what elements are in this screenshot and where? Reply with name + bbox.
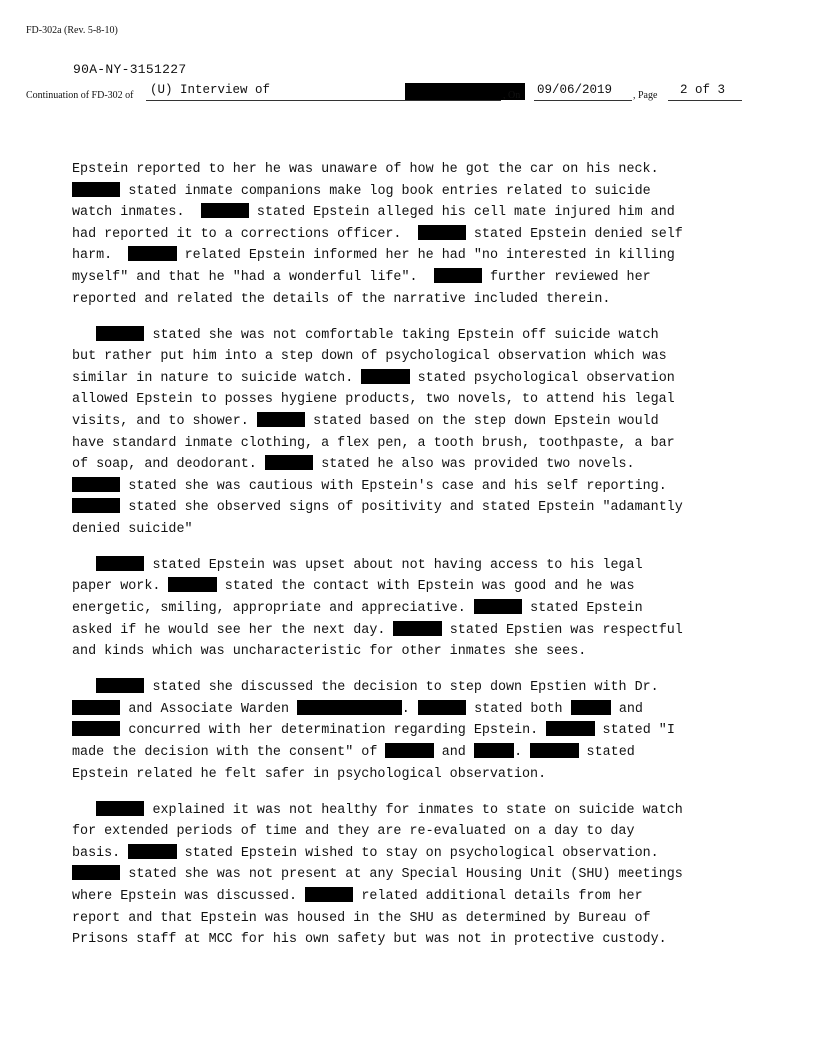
text-line bbox=[72, 598, 752, 620]
text-segment: made the decision with the consent" of bbox=[72, 745, 386, 761]
text-segment: for extended periods of time and they are re-evaluated on a day to day bbox=[72, 824, 635, 840]
text-line bbox=[72, 389, 752, 411]
text-line bbox=[72, 821, 752, 843]
text-line bbox=[72, 929, 752, 951]
text-segment: stated the contact with Epstein was good and he was bbox=[216, 579, 635, 595]
redaction-block bbox=[128, 844, 176, 859]
text-line bbox=[72, 843, 752, 865]
text-segment: . bbox=[401, 701, 418, 717]
text-line bbox=[72, 677, 752, 699]
redaction-block bbox=[393, 621, 441, 636]
narrative-body bbox=[72, 159, 752, 951]
text-segment: stated based on the step down Epstein would bbox=[305, 413, 659, 429]
text-line bbox=[72, 325, 752, 347]
text-segment: stated she was not present at any Special Housing Unit (SHU) meetings bbox=[120, 867, 683, 883]
redaction-block bbox=[385, 743, 433, 758]
text-segment: report and that Epstein was housed in the SHU as determined by Bureau of bbox=[72, 910, 651, 926]
text-segment: reported and related the details of the narrative included therein. bbox=[72, 291, 611, 307]
text-segment: harm. bbox=[72, 248, 129, 264]
redaction-block bbox=[72, 182, 120, 197]
text-segment: visits, and to shower. bbox=[72, 413, 257, 429]
text-line bbox=[72, 433, 752, 455]
redaction-block bbox=[474, 599, 522, 614]
text-line bbox=[72, 800, 752, 822]
text-line bbox=[72, 519, 752, 541]
text-segment: concurred with her determination regarding Epstein. bbox=[120, 723, 547, 739]
text-line bbox=[72, 908, 752, 930]
text-line bbox=[72, 720, 752, 742]
text-segment bbox=[72, 558, 96, 573]
redaction-block bbox=[418, 700, 466, 715]
text-line bbox=[72, 699, 752, 721]
text-segment: and bbox=[610, 701, 643, 717]
text-segment: Epstein related he felt safer in psychological observation. bbox=[72, 766, 547, 782]
text-segment: explained it was not healthy for inmates to state on suicide watch bbox=[144, 802, 683, 818]
text-segment: basis. bbox=[72, 845, 129, 861]
text-segment: myself" and that he "had a wonderful life". bbox=[72, 269, 434, 285]
redaction-block bbox=[305, 887, 353, 902]
text-segment: related Epstein informed her he had "no interested in killing bbox=[176, 248, 675, 264]
text-segment bbox=[72, 803, 96, 818]
text-segment: stated she was not comfortable taking Epstein off suicide watch bbox=[144, 327, 659, 343]
text-segment: stated Epstein bbox=[522, 601, 643, 617]
text-segment: stated Epstien was respectful bbox=[441, 622, 683, 638]
redaction-block bbox=[297, 700, 402, 715]
paragraph bbox=[72, 800, 752, 951]
text-line bbox=[72, 764, 752, 786]
redaction-block bbox=[201, 203, 249, 218]
redaction-block bbox=[546, 721, 594, 736]
paragraph bbox=[72, 159, 752, 310]
redaction-block bbox=[418, 225, 466, 240]
page-label: , Page bbox=[633, 90, 658, 101]
text-segment: stated "I bbox=[594, 723, 675, 739]
redaction-block bbox=[96, 326, 144, 341]
text-segment: related additional details from her bbox=[353, 888, 643, 904]
text-line bbox=[72, 245, 752, 267]
text-segment: denied suicide" bbox=[72, 521, 193, 537]
text-segment bbox=[72, 328, 96, 343]
subject-text: (U) Interview of bbox=[150, 83, 271, 97]
text-segment: allowed Epstein to posses hygiene products, two novels, to attend his legal bbox=[72, 392, 675, 408]
text-segment: paper work. bbox=[72, 579, 169, 595]
text-line bbox=[72, 620, 752, 642]
text-segment: and bbox=[433, 745, 474, 761]
text-segment: stated he also was provided two novels. bbox=[313, 457, 635, 473]
text-line bbox=[72, 181, 752, 203]
continuation-header bbox=[26, 82, 746, 102]
text-segment: and kinds which was uncharacteristic for other inmates she sees. bbox=[72, 644, 587, 660]
text-segment: . bbox=[514, 745, 531, 761]
page-field bbox=[668, 82, 742, 101]
text-line bbox=[72, 411, 752, 433]
redaction-block bbox=[530, 743, 578, 758]
text-segment: further reviewed her bbox=[481, 269, 651, 285]
continuation-label: Continuation of FD-302 of bbox=[26, 90, 134, 101]
paragraph bbox=[72, 677, 752, 785]
redaction-block bbox=[96, 556, 144, 571]
paragraph bbox=[72, 555, 752, 663]
text-segment: stated she was cautious with Epstein's case and his self reporting. bbox=[120, 478, 667, 494]
text-segment: stated Epstein denied self bbox=[465, 226, 683, 242]
text-segment: watch inmates. bbox=[72, 205, 201, 221]
text-segment: of soap, and deodorant. bbox=[72, 457, 265, 473]
redaction-block bbox=[474, 743, 514, 758]
text-segment: but rather put him into a step down of psychological observation which was bbox=[72, 349, 667, 365]
text-line bbox=[72, 202, 752, 224]
page-text: 2 of 3 bbox=[680, 83, 726, 97]
subject-field bbox=[146, 82, 501, 101]
text-segment: Prisons staff at MCC for his own safety but was not in protective custody. bbox=[72, 932, 667, 948]
text-segment: stated she discussed the decision to step down Epstien with Dr. bbox=[144, 680, 659, 696]
redaction-block bbox=[72, 477, 120, 492]
text-segment: stated Epstein was upset about not having access to his legal bbox=[144, 557, 643, 573]
redaction-block bbox=[72, 700, 120, 715]
redaction-block bbox=[257, 412, 305, 427]
text-segment: had reported it to a corrections officer. bbox=[72, 226, 418, 242]
text-line bbox=[72, 555, 752, 577]
text-line bbox=[72, 159, 752, 181]
text-segment: stated psychological observation bbox=[409, 370, 675, 386]
redaction-block bbox=[168, 577, 216, 592]
redaction-block bbox=[96, 678, 144, 693]
redaction-block bbox=[72, 865, 120, 880]
text-line bbox=[72, 346, 752, 368]
text-segment bbox=[72, 680, 96, 695]
text-line bbox=[72, 224, 752, 246]
text-segment: have standard inmate clothing, a flex pen, a tooth brush, toothpaste, a bar bbox=[72, 435, 675, 451]
text-line bbox=[72, 476, 752, 498]
redaction-block bbox=[361, 369, 409, 384]
form-identifier: FD-302a (Rev. 5-8-10) bbox=[26, 25, 118, 36]
text-line bbox=[72, 864, 752, 886]
text-line bbox=[72, 742, 752, 764]
text-line bbox=[72, 641, 752, 663]
redaction-block bbox=[96, 801, 144, 816]
text-line bbox=[72, 497, 752, 519]
text-line bbox=[72, 368, 752, 390]
text-segment: Epstein reported to her he was unaware of how he got the car on his neck. bbox=[72, 162, 659, 177]
text-segment: and Associate Warden bbox=[120, 701, 298, 717]
text-segment: stated she observed signs of positivity and stated Epstein "adamantly bbox=[120, 500, 683, 516]
redaction-block bbox=[434, 268, 482, 283]
text-line bbox=[72, 454, 752, 476]
on-label: , On bbox=[503, 90, 521, 101]
redaction-block bbox=[571, 700, 611, 715]
date-field bbox=[534, 82, 632, 101]
text-segment: energetic, smiling, appropriate and appreciative. bbox=[72, 601, 474, 617]
text-segment: stated both bbox=[466, 701, 571, 717]
text-segment: stated Epstein wished to stay on psychological observation. bbox=[176, 845, 659, 861]
text-line bbox=[72, 267, 752, 289]
text-segment: similar in nature to suicide watch. bbox=[72, 370, 362, 386]
text-segment: asked if he would see her the next day. bbox=[72, 622, 394, 638]
redaction-block bbox=[128, 246, 176, 261]
text-segment: stated inmate companions make log book entries related to suicide bbox=[120, 183, 651, 199]
text-segment: stated bbox=[578, 745, 635, 761]
redaction-block bbox=[265, 455, 313, 470]
text-segment: where Epstein was discussed. bbox=[72, 888, 306, 904]
redaction-block bbox=[72, 498, 120, 513]
file-number: 90A-NY-3151227 bbox=[73, 62, 187, 77]
text-line bbox=[72, 289, 752, 311]
redaction-block bbox=[72, 721, 120, 736]
paragraph bbox=[72, 325, 752, 541]
text-segment: stated Epstein alleged his cell mate injured him and bbox=[248, 205, 675, 221]
date-text: 09/06/2019 bbox=[537, 83, 613, 97]
text-line bbox=[72, 576, 752, 598]
text-line bbox=[72, 886, 752, 908]
